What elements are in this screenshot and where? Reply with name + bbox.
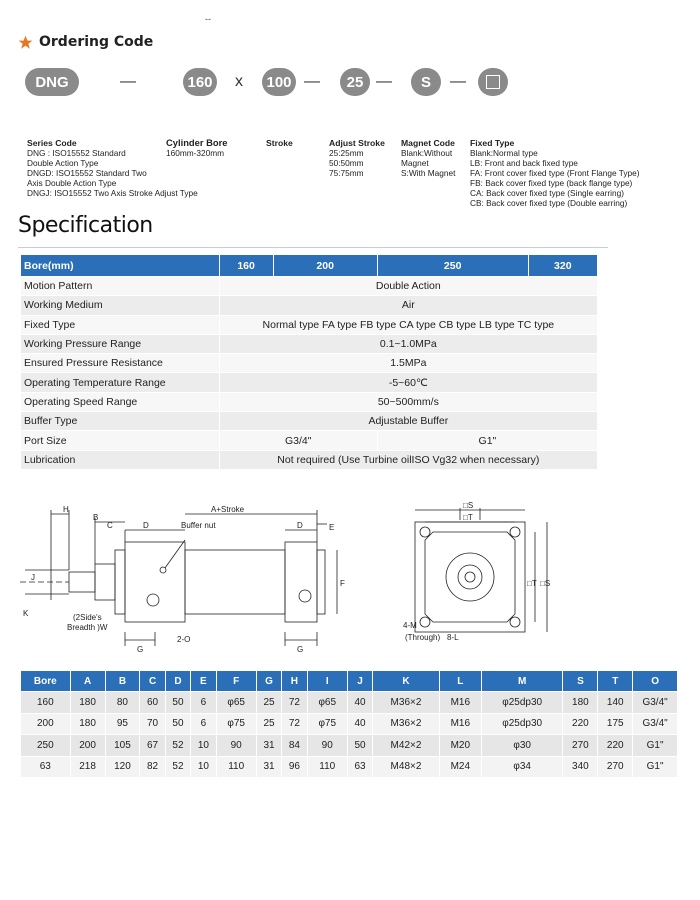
dims-cell: 70 — [140, 713, 165, 735]
dims-cell: 105 — [105, 735, 140, 757]
dims-cell: φ65 — [216, 692, 256, 714]
ordering-code-heading — [18, 34, 153, 50]
drawing-label: E — [329, 523, 335, 532]
spec-header-cell: 320 — [528, 255, 597, 277]
dims-header-row — [21, 671, 678, 692]
spec-value: Adjustable Buffer — [219, 412, 597, 431]
spec-value: G3/4" — [219, 431, 377, 450]
drawing-label: G — [137, 645, 144, 654]
drawing-label: H — [63, 505, 69, 514]
table-row — [21, 756, 678, 778]
dims-cell: 270 — [598, 756, 633, 778]
dims-cell: M16 — [439, 713, 481, 735]
spec-value: -5~60℃ — [219, 373, 597, 392]
cylinder-technical-drawing — [15, 500, 685, 660]
dims-header-cell: G — [256, 671, 281, 692]
label-bore: Cylinder Bore 160mm-320mm — [166, 137, 228, 158]
table-row — [21, 412, 598, 431]
dims-cell: M48×2 — [373, 756, 439, 778]
dims-cell: 340 — [563, 756, 598, 778]
table-row — [21, 713, 678, 735]
dims-cell: 95 — [105, 713, 140, 735]
dims-cell: φ75 — [216, 713, 256, 735]
drawing-label: □S — [463, 501, 474, 510]
spec-header-cell: 160 — [219, 255, 273, 277]
dims-header-cell: O — [633, 671, 678, 692]
dims-cell: 82 — [140, 756, 165, 778]
spec-value: Double Action — [219, 277, 597, 296]
code-bore: 160 — [183, 68, 217, 96]
dims-cell: 110 — [216, 756, 256, 778]
dims-cell: φ25dp30 — [481, 692, 563, 714]
drawing-label: D — [143, 521, 149, 530]
dims-cell: 10 — [191, 735, 216, 757]
spec-label: Buffer Type — [21, 412, 220, 431]
table-row — [21, 392, 598, 411]
code-series: DNG — [25, 68, 79, 96]
separator: — — [304, 73, 320, 90]
spec-label: Operating Temperature Range — [21, 373, 220, 392]
separator: — — [376, 73, 392, 90]
drawing-label: 2-O — [177, 635, 191, 644]
drawing-label: K — [23, 609, 29, 618]
table-row — [21, 296, 598, 315]
dims-cell: φ65 — [307, 692, 347, 714]
dims-cell: φ75 — [307, 713, 347, 735]
spec-label: Ensured Pressure Resistance — [21, 354, 220, 373]
table-row — [21, 354, 598, 373]
code-stroke: 100 — [262, 68, 296, 96]
divider — [18, 247, 608, 248]
dims-cell: 67 — [140, 735, 165, 757]
label-magnet: Magnet Code Blank:Without Magnet S:With Magnet — [401, 138, 456, 178]
dims-cell: 40 — [347, 692, 372, 714]
drawing-label: Buffer nut — [181, 521, 216, 530]
dims-header-cell: C — [140, 671, 165, 692]
dims-header-cell: K — [373, 671, 439, 692]
dims-header-cell: I — [307, 671, 347, 692]
dims-cell: 60 — [140, 692, 165, 714]
dims-cell: 63 — [347, 756, 372, 778]
dims-cell: 72 — [282, 692, 307, 714]
spec-label: Operating Speed Range — [21, 392, 220, 411]
dims-cell: 25 — [256, 692, 281, 714]
separator: — — [450, 73, 466, 90]
dims-cell: 160 — [21, 692, 71, 714]
dims-cell: M24 — [439, 756, 481, 778]
dims-cell: 110 — [307, 756, 347, 778]
spec-value: 50~500mm/s — [219, 392, 597, 411]
drawing-label: □S — [540, 579, 551, 588]
dims-cell: 25 — [256, 713, 281, 735]
label-adjust: Adjust Stroke 25:25mm 50:50mm 75:75mm — [329, 138, 385, 178]
drawing-label: 4-M — [403, 621, 417, 630]
dims-cell: M42×2 — [373, 735, 439, 757]
dims-cell: 270 — [563, 735, 598, 757]
dims-cell: 218 — [70, 756, 105, 778]
table-row — [21, 277, 598, 296]
drawing-label: A+Stroke — [211, 505, 245, 514]
dims-cell: 140 — [598, 692, 633, 714]
spec-label: Port Size — [21, 431, 220, 450]
table-row — [21, 315, 598, 334]
dims-cell: G3/4" — [633, 692, 678, 714]
dims-cell: 50 — [165, 713, 190, 735]
dims-header-cell: S — [563, 671, 598, 692]
dims-cell: 72 — [282, 713, 307, 735]
dims-cell: 6 — [191, 692, 216, 714]
table-row — [21, 431, 598, 450]
dimensions-table — [20, 670, 678, 778]
dims-cell: 90 — [216, 735, 256, 757]
drawing-label: 8-L — [447, 633, 459, 642]
table-row — [21, 373, 598, 392]
spec-header-row — [21, 255, 598, 277]
spec-header-cell: Bore(mm) — [21, 255, 220, 277]
drawing-label: □T — [463, 513, 473, 522]
spec-value: Not required (Use Turbine oilISO Vg32 when necessary) — [219, 450, 597, 469]
dims-cell: 6 — [191, 713, 216, 735]
ordering-code-title: Ordering Code — [39, 34, 154, 50]
separator-x: x — [235, 73, 243, 90]
spec-label: Working Medium — [21, 296, 220, 315]
dims-cell: 40 — [347, 713, 372, 735]
dims-cell: 90 — [307, 735, 347, 757]
dims-cell: G1" — [633, 756, 678, 778]
dims-cell: 50 — [347, 735, 372, 757]
spec-label: Lubrication — [21, 450, 220, 469]
dims-cell: 31 — [256, 735, 281, 757]
spec-header-cell: 250 — [377, 255, 528, 277]
dims-header-cell: B — [105, 671, 140, 692]
dims-header-cell: T — [598, 671, 633, 692]
table-row — [21, 735, 678, 757]
dims-header-cell: Bore — [21, 671, 71, 692]
table-row — [21, 334, 598, 353]
dims-cell: φ34 — [481, 756, 563, 778]
dims-cell: 52 — [165, 756, 190, 778]
dims-header-cell: A — [70, 671, 105, 692]
spec-value: G1" — [377, 431, 597, 450]
dims-cell: G3/4" — [633, 713, 678, 735]
dims-cell: 175 — [598, 713, 633, 735]
specification-title: Specification — [18, 213, 153, 238]
dims-header-cell: J — [347, 671, 372, 692]
dims-cell: 200 — [21, 713, 71, 735]
dims-cell: 80 — [105, 692, 140, 714]
dims-cell: M36×2 — [373, 692, 439, 714]
spec-header-cell: 200 — [273, 255, 377, 277]
spec-value: Air — [219, 296, 597, 315]
dims-header-cell: L — [439, 671, 481, 692]
dims-cell: 50 — [165, 692, 190, 714]
table-row — [21, 692, 678, 714]
dims-cell: 52 — [165, 735, 190, 757]
dims-cell: 180 — [563, 692, 598, 714]
spec-value: 1.5MPa — [219, 354, 597, 373]
spec-value: 0.1~1.0MPa — [219, 334, 597, 353]
drawing-label: (2Side's — [73, 613, 102, 622]
dims-cell: 31 — [256, 756, 281, 778]
drawing-label: C — [107, 521, 113, 530]
drawing-label: □T — [527, 579, 537, 588]
star-icon — [18, 35, 33, 50]
code-adjust: 25 — [340, 68, 370, 96]
dims-cell: 250 — [21, 735, 71, 757]
dims-cell: G1" — [633, 735, 678, 757]
table-row — [21, 450, 598, 469]
spec-value: Normal type FA type FB type CA type CB type LB type TC type — [219, 315, 597, 334]
dims-header-cell: D — [165, 671, 190, 692]
dims-cell: 200 — [70, 735, 105, 757]
spec-label: Working Pressure Range — [21, 334, 220, 353]
dims-header-cell: F — [216, 671, 256, 692]
dims-cell: φ30 — [481, 735, 563, 757]
spec-label: Fixed Type — [21, 315, 220, 334]
dims-header-cell: M — [481, 671, 563, 692]
label-stroke: Stroke — [266, 138, 293, 148]
dims-cell: φ25dp30 — [481, 713, 563, 735]
dims-cell: 220 — [598, 735, 633, 757]
spec-label: Motion Pattern — [21, 277, 220, 296]
dims-cell: 96 — [282, 756, 307, 778]
drawing-label: F — [340, 579, 345, 588]
dims-cell: M20 — [439, 735, 481, 757]
code-fixed-box — [478, 68, 508, 96]
dims-header-cell: E — [191, 671, 216, 692]
drawing-label: D — [297, 521, 303, 530]
code-magnet: S — [411, 68, 441, 96]
dims-cell: M36×2 — [373, 713, 439, 735]
separator: — — [120, 73, 136, 90]
drawing-label: B — [93, 513, 99, 522]
dims-cell: 63 — [21, 756, 71, 778]
top-mark: -- — [205, 14, 211, 24]
dims-header-cell: H — [282, 671, 307, 692]
dims-cell: 220 — [563, 713, 598, 735]
drawing-label: Breadth )W — [67, 623, 108, 632]
label-series: Series Code DNG : ISO15552 Standard Double Action Type DNGD: ISO15552 Standard Two Axis Double Action Type DNGJ: ISO15552 Two Axis Stroke Adjust Type — [27, 138, 198, 198]
dims-cell: 10 — [191, 756, 216, 778]
drawing-label: J — [31, 573, 35, 582]
drawing-label: (Through) — [405, 633, 441, 642]
dims-cell: M16 — [439, 692, 481, 714]
dims-cell: 84 — [282, 735, 307, 757]
dims-cell: 180 — [70, 692, 105, 714]
label-fixed: Fixed Type Blank:Normal type LB: Front and back fixed type FA: Front cover fixed type (Front Flange Type) FB: Back cover fixed type (back flange type) CA: Back cover fixed type (Single earring) CB: Back cover fixed type (Double earring) — [470, 138, 640, 208]
specification-table — [20, 254, 598, 470]
drawing-label: G — [297, 645, 304, 654]
dims-cell: 180 — [70, 713, 105, 735]
dims-cell: 120 — [105, 756, 140, 778]
